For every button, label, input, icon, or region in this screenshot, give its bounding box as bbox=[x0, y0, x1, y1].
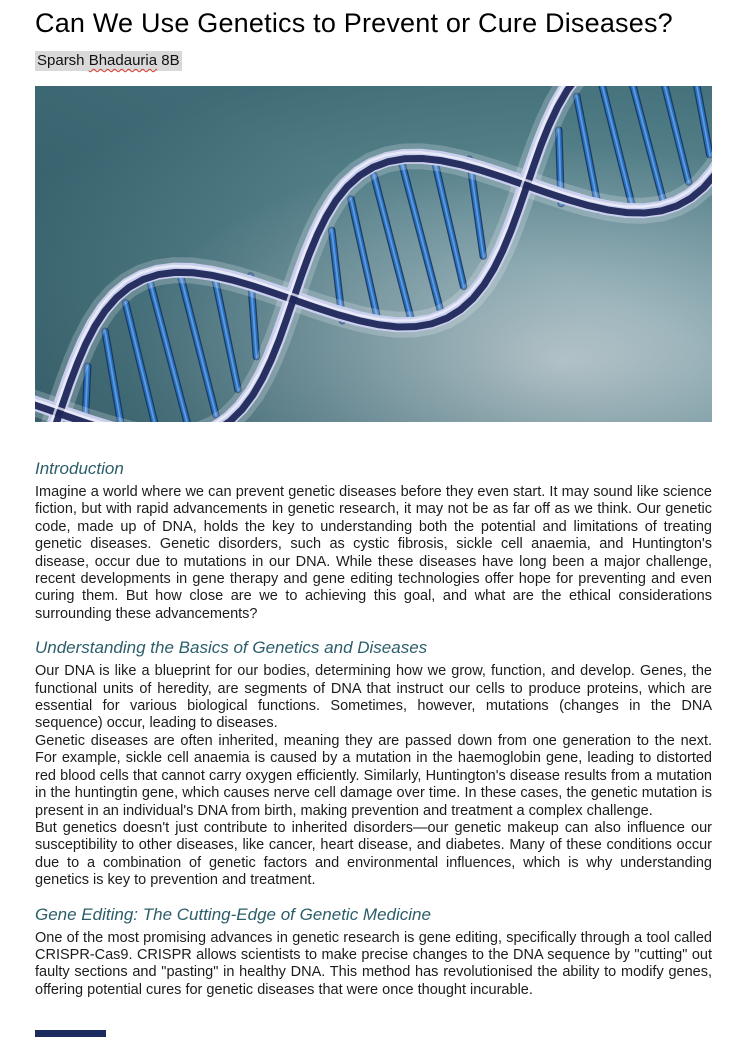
paragraph: Genetic diseases are often inherited, meaning they are passed down from one generation to the next. For example, sickle cell anaemia is caused by a mutation in the haemoglobin gene, leading to distorted red blood cells that cannot carry oxygen efficiently. Similarly, Huntington's disease results from a mutation in the huntingtin gene, which causes nerve cell damage over time. In these cases, the genetic mutation is present in an individual's DNA from birth, making prevention and treatment a complex challenge. bbox=[35, 732, 712, 819]
heading-introduction: Introduction bbox=[35, 459, 124, 478]
author-line bbox=[35, 51, 712, 71]
heading-basics: Understanding the Basics of Genetics and Diseases bbox=[35, 638, 428, 658]
paragraph: One of the most promising advances in genetic research is gene editing, specifically through a tool called CRISPR-Cas9. CRISPR allows scientists to make precise changes to the DNA sequence by "cutting" out faulty sections and "pasting" in healthy DNA. This method has revolutionised the ability to modify genes, offering potential cures for genetic diseases that were once thought incurable. bbox=[35, 929, 712, 998]
document-title: Can We Use Genetics to Prevent or Cure Diseases? bbox=[35, 8, 673, 38]
author-highlight bbox=[35, 51, 182, 71]
heading-gene-editing: Gene Editing: The Cutting-Edge of Genetic Medicine bbox=[35, 904, 431, 924]
dna-helix-image bbox=[35, 86, 712, 422]
section-gene-editing bbox=[35, 904, 712, 1000]
section-introduction bbox=[35, 458, 712, 623]
author-class: 8B bbox=[157, 52, 180, 69]
paragraph: Our DNA is like a blueprint for our bodies, determining how we grow, function, and develop. Genes, the functional units of heredity, are segments of DNA that instruct our cells to produce proteins, which are essential for various biological functions. Sometimes, however, mutations (changes in the DNA sequence) occur, leading to diseases. bbox=[35, 663, 712, 732]
section-basics bbox=[35, 637, 712, 889]
author-first-name: Sparsh bbox=[37, 52, 89, 69]
photo-corner-shade bbox=[35, 86, 712, 422]
next-page-image-sliver bbox=[35, 1030, 106, 1037]
paragraph: Imagine a world where we can prevent genetic diseases before they even start. It may sound like science fiction, but with rapid advancements in genetic research, it may not be as far off as we think. Our genetic code, made up of DNA, holds the key to understanding both the potential and limitations of treating genetic diseases. Genetic disorders, such as cystic fibrosis, sickle cell anaemia, and Huntington's disease, occur due to mutations in our DNA. While these diseases have long been a major challenge, recent developments in gene therapy and gene editing technologies offer hope for preventing and even curing them. But how close are we to achieving this goal, and what are the ethical considerations surrounding these advancements? bbox=[35, 484, 712, 622]
dna-helix-svg bbox=[35, 86, 712, 422]
paragraph: But genetics doesn't just contribute to inherited disorders—our genetic makeup can also influence our susceptibility to other diseases, like cancer, heart disease, and diabetes. Many of these conditions occur due to a combination of genetic factors and environmental influences, which is why understanding genetics is key to prevention and treatment. bbox=[35, 819, 712, 889]
author-last-name-misspelled: Bhadauria bbox=[88, 52, 158, 69]
